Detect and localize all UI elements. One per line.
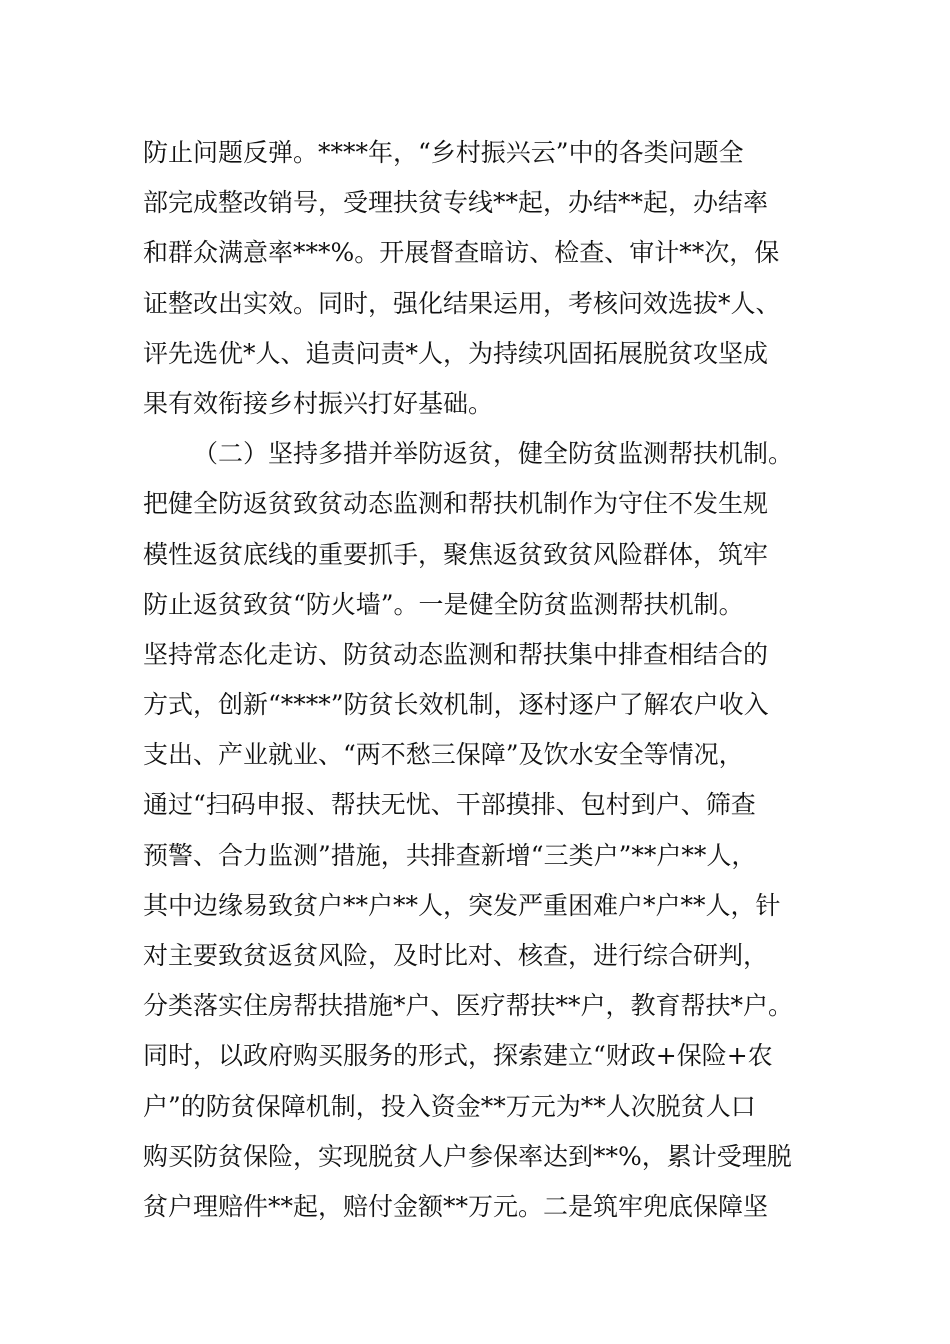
text-line: 支出、产业就业、“两不愁三保障”及饮水安全等情况， xyxy=(143,740,744,770)
text-line: 评先选优*人、追责问责*人，为持续巩固拓展脱贫攻坚成 xyxy=(143,338,769,368)
text-line: 分类落实住房帮扶措施*户、医疗帮扶**户，教育帮扶*户。 xyxy=(143,991,794,1021)
text-line: 同时，以政府购买服务的形式，探索建立“财政+保险+农 xyxy=(143,1041,773,1071)
text-line: 其中边缘易致贫户**户**人，突发严重困难户*户**人，针 xyxy=(143,890,781,920)
text-line: 果有效衔接乡村振兴打好基础。 xyxy=(143,388,494,418)
text-line: 和群众满意率***%。开展督查暗访、检查、审计**次，保 xyxy=(143,238,780,268)
section-heading: （二）坚持多措并举防返贫，健全防贫监测帮扶机制。 xyxy=(193,439,794,469)
text-line: 防止返贫致贫“防火墙”。一是健全防贫监测帮扶机制。 xyxy=(143,589,744,619)
text-line: 部完成整改销号，受理扶贫专线**起，办结**起，办结率 xyxy=(143,188,769,218)
text-line: 模性返贫底线的重要抓手，聚焦返贫致贫风险群体，筑牢 xyxy=(143,539,769,569)
text-line: 通过“扫码申报、帮扶无忧、干部摸排、包村到户、筛查 xyxy=(143,790,756,820)
text-line: 方式，创新“****”防贫长效机制，逐村逐户了解农户收入 xyxy=(143,690,769,720)
text-line: 预警、合力监测”措施，共排查新增“三类户”**户**人， xyxy=(143,840,757,870)
text-line: 坚持常态化走访、防贫动态监测和帮扶集中排查相结合的 xyxy=(143,639,769,669)
text-line: 购买防贫保险，实现脱贫人户参保率达到**%，累计受理脱 xyxy=(143,1141,792,1171)
text-line: 贫户理赔件**起，赔付金额**万元。二是筑牢兜底保障坚 xyxy=(143,1191,769,1221)
body-text xyxy=(143,128,843,1232)
text-line: 防止问题反弹。****年，“乡村振兴云”中的各类问题全 xyxy=(143,138,744,167)
text-line: 对主要致贫返贫风险，及时比对、核查，进行综合研判， xyxy=(143,941,769,970)
text-line: 把健全防返贫致贫动态监测和帮扶机制作为守住不发生规 xyxy=(143,489,769,519)
text-line: 户”的防贫保障机制，投入资金**万元为**人次脱贫人口 xyxy=(143,1091,756,1121)
text-line: 证整改出实效。同时，强化结果运用，考核问效选拔*人、 xyxy=(143,288,781,318)
